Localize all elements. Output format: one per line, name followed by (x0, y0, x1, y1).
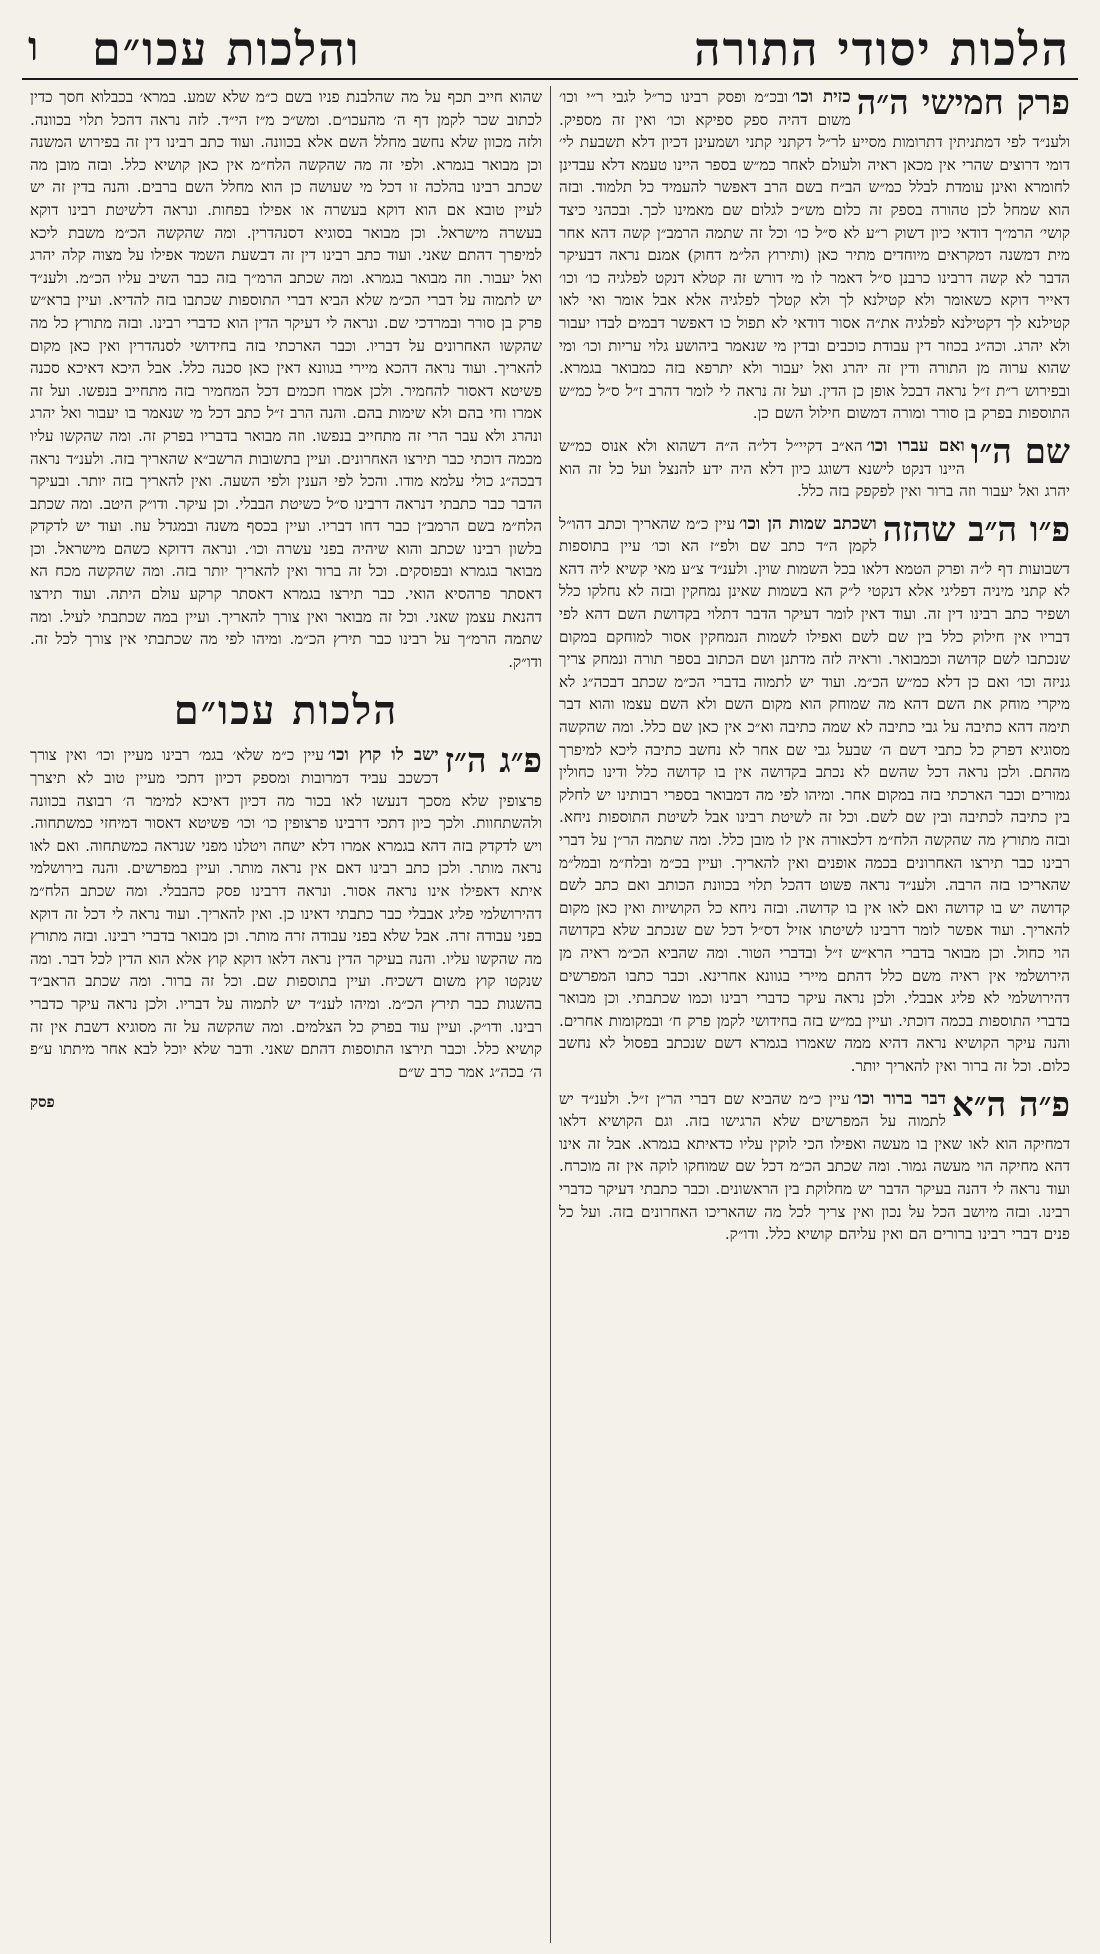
paragraph (30, 741, 542, 1083)
paragraph (30, 86, 542, 673)
page-header (22, 8, 1078, 80)
lemma: ואם עברו וכו׳ (866, 435, 965, 456)
left-column (22, 86, 550, 1943)
section-opener: שם ה״ו (970, 431, 1070, 472)
paragraph (559, 431, 1070, 503)
page-number: ו (28, 23, 39, 70)
paragraph (559, 509, 1070, 1078)
text-columns (22, 86, 1078, 1943)
lemma: כזית וכו׳ (792, 87, 851, 107)
paragraph (559, 1084, 1070, 1246)
paragraph (559, 86, 1070, 425)
text-block (559, 86, 1070, 425)
body-text: הא״ב דקיי״ל דל״ה ה״ה דשהוא ולא אנוס כמ״ש היינו דנקט לישנא דשוגג כיון דלא היה ידע להנצל ועל כל זה הוא יהרג ואל יעבור וזה ברור ואין לפקפק בזה כלל. (559, 436, 1070, 501)
section-opener: פ״ו ה״ב שהזה (882, 509, 1070, 550)
text-block (559, 1084, 1070, 1246)
text-block (559, 431, 1070, 503)
header-title-left: והלכות עכו״ם (92, 22, 361, 76)
body-text: עיין כ״מ שלא׳ בגמ׳ רבינו מעיין וכו׳ ואין צורך דכשכב עביד דמרובות ומספק דכיון דתכי מעיין טוב לא תיצרך פרצופין שלא מסכך דנעשו לאו בכור מה דכיון דאיכא למימר ה׳ רבוצה בכוונה ולהשתחוות. ולכך כיון דתכי דרבינו פרצופין כו׳ וכו׳ פשיטא דאסור דמיחזי כמשתחוה. ויש לדקדק בזה דהא בגמרא אמרו דלא ישחה ויטלנו מפני שנראה כמשתחוה. ואם לאו נראה מותר. ולכן כתב רבינו דאם אין נראה מותר. ועיין במפרשים. והנה בירושלמי איתא דאפילו אינו נראה אסור. ונראה דרבינו פסק כהבבלי. ומה שכתב הלח״מ דהירושלמי פליג אבבלי כבר כתבתי דאינו כן. ואין להאריך. ועוד נראה לי דכל זה דוקא בפני עבודה זרה. אבל שלא בפני עבודה זרה מותר. וכן מבואר בדברי רבינו. ובזה מתורץ מה שהקשו עליו. והנה בעיקר הדין נראה דלאו דוקא קוץ אלא הוא הדין לכל דבר. ומה שנקטו קוץ משום דשכיח. ועיין בתוספות שם. וכל זה ברור. ומה שכתב הראב״ד בהשגות כבר תירץ הכ״מ. ומיהו לענ״ד יש לתמוה על דבריו. ולכן נראה עיקר כדברי רבינו. ודו״ק. ועיין עוד בפרק כל הצלמים. ומה שהקשה על זה מסוגיא דשבת אין זה קושיא כלל. וכבר תירצו התוספות דהתם שאני. ודבר שלא יוכל לבא אחר מיתתו ע״פ ה׳ בכה״ג אמר כרב ש״ם (30, 746, 542, 1081)
text-block (30, 86, 542, 673)
section-opener: פ״ה ה״א (951, 1084, 1070, 1125)
section-title: הלכות עכו״ם (173, 687, 399, 735)
page (22, 8, 1078, 1943)
section-opener: פ״ג ה״ז (444, 741, 542, 782)
body-text: שהוא חייב תכף על מה שהלבנת פניו בשם כ״מ שלא שמע. במרא׳ בכבלוא חסך כדין לכתוב שכר לקמן דף ה׳ מהעכו״ם. ומש״כ מ״ז הי״ד. לזה נראה דהכל תלוי בכוונה. ולזה מכוון שלא נחשב מחלל השם אלא בכוונה. ועוד כתב רבינו דין זה בפירוש המשנה וכן מבואר בגמרא. ולפי זה מה שהקשה הלח״מ אין כאן קושיא כלל. ובזה מובן מה שכתב רבינו בהלכה זו דכל מי שעושה כן הוא מחלל השם ברבים. והנה בדין זה יש לעיין טובא אם הוא דוקא בעשרה או אפילו בפחות. ונראה דלשיטת רבינו דוקא בעשרה מישראל. וכן מבואר בסוגיא דסנהדרין. ומה שהקשה הכ״מ משבת ליכא למיפרך דהתם שאני. ועוד כתב רבינו דין זה דבשעת השמד אפילו על מצוה קלה יהרג ואל יעבור. וזה מבואר בגמרא. ומה שכתב הרמ״ך בזה כבר השיב עליו הכ״מ. ולענ״ד יש לתמוה על דברי הכ״מ שלא הביא דברי התוספות שכתבו בזה להדיא. ועיין ברא״ש פרק בן סורר ובמרדכי שם. ונראה לי דעיקר הדין הוא כדברי רבינו. ובזה מתורץ כל מה שהקשו האחרונים על דבריו. וכבר הארכתי בזה בחידושי לסנהדרין ואין כאן מקום להאריך. ועוד נראה דהכא מיירי בגוונא דאין כאן סכנה כלל. אבל היכא דאיכא סכנה פשיטא דאסור להחמיר. ולכן אמרו חכמים דכל המחמיר בזה מתחייב בנפשו. ועל זה אמרו וחי בהם ולא שימות בהם. והנה הרב ז״ל כתב דכל מי שנאמר בו יעבור ואל יהרג ונהרג ולא עבר הרי זה מתחייב בנפשו. וזה מבואר בדבריו בפרק זה. ומה שהקשו עליו מכמה דוכתי כבר תירצו האחרונים. ועיין בתשובות הרשב״א שהאריך בזה. ולענ״ד נראה דבכה״ג כולי עלמא מודו. והכל לפי הענין ולפי השעה. ואין להאריך בזה יותר. ובעיקר הדבר כבר כתבתי דנראה דרבינו ס״ל כשיטת הבבלי. וכן עיקר. ודו״ק היטב. ומה שכתב הלח״מ בשם הרמב״ן כבר דחו דבריו. ועיין בכסף משנה ובמגדל עוז. ועוד יש לדקדק בלשון רבינו שכתב והוא שיהיה בפני עשרה וכו׳. ונראה דדוקא כשהם מישראל. וכן מבואר בגמרא ובפוסקים. וכל זה ברור ואין להאריך יותר בזה. ומה שהקשה מכח הא דאסתר פרהסיא הואי. כבר תירצו בגמרא דאסתר קרקע עולם היתה. ועוד תירצו דהנאת עצמן שאני. וכל זה מבואר ואין צורך להאריך. ועיין במה שכתבתי לעיל. ומה שתמה הרמ״ך על רבינו כבר תירץ הכ״מ. ומיהו לפי מה שכתבתי אין צורך לכל זה. ודו״ק. (30, 88, 542, 671)
text-block (559, 509, 1070, 1078)
catchword: פסק (30, 1093, 55, 1112)
text-block (30, 741, 542, 1083)
right-column (550, 86, 1078, 1943)
lemma: ושכתב שמות הן וכו׳ (739, 513, 877, 534)
body-text: עיין כ״מ שהאריך וכתב דהו״ל לקמן ה״ד כתב שם ולפ״ז הא וכו׳ עיין בתוספות דשבועות דף ל״ה ופרק הטמא דלאו בכל השמות שוין. ולענ״ד צ״ע מאי קשיא ליה דהא לא קתני מיניה דפליגי אלא דנקטי ל״ק הא בשמות שאינן נמחקין ובזה לא נחלקו כלל ושפיר כתב רבינו דין זה. ועוד דאין לומר דעיקר הדבר דתלוי בקדושת השם דהא לפי דבריו אין חילוק כלל בין שם לשם ואפילו לשמות הנמחקין אסור למוחקם במקום שנכתבו לשם קדושה וכמבואר. וראיה לזה מדתנן ושם הכתוב בספר תורה ונמחק צריך גניזה וכו׳ ואם כן דלא כמ״ש הכ״מ. ועוד יש לתמוה בדברי הכ״מ שכתב דבכה״ג לא מיקרי מוחק את השם דהא מה שמוחק הוא מקום השם ולא השם עצמו והוא דבר תימה דהא כתיבה על גבי כתיבה לא שמה כתיבה וא״כ אין כאן שם כלל. ומה שהקשה מסוגיא דפרק כל כתבי דשם ה׳ שבעל גבי שם אחר לא נחשב כתיבה ליכא למיפרך מהתם. ולכן נראה דכל שהשם לא נכתב בקדושה אין בו קדושה כלל ודינו כחולין גמורים וכבר הארכתי בזה במקום אחר. ומיהו לפי מה דמבואר בספרי רבותינו יש לחלק בין כתיבה לכתיבה ובין שם לשם. וכל זה לשיטת רבינו אבל לשיטת התוספות ניחא. ובזה מתורץ מה שהקשה הלח״מ דלכאורה אין לו מובן כלל. ומה שתמה הר״ן על דברי רבינו כבר תירצו האחרונים בכמה אופנים ואין להאריך. ועיין בכ״מ ובלח״מ ובמל״מ שהאריכו בזה הרבה. ולענ״ד נראה פשוט דהכל תלוי בכוונת הכותב ואם כתב לשם קדושה יש בו קדושה ואם לאו אין בו קדושה. ובזה ניחא כל הקושיות ואין כאן מקום להאריך. ועוד אפשר לומר דרבינו לשיטתו אזיל דס״ל דכל שם שנכתב שלא בקדושה הוי כחול. וכן מבואר בדברי הרא״ש ז״ל ובדברי הטור. ומה שהביא הכ״מ ראיה מן הירושלמי אין ראיה משם כלל דהתם מיירי בגוונא אחרינא. וכבר כתבו המפרשים דהירושלמי לא פליג אבבלי. ולכן נראה עיקר כדברי רבינו וכמו שכתבתי. וכן מבואר בדברי התוספות בכמה דוכתי. ועיין במ״ש בזה בחידושי לקמן פרק ח׳ ובמקומות אחרים. והנה עיקר הקושיא נראה דהיא ממה שאמרו בגמרא דשם שנכתב בפסול לא נחשב כלום. וכל זה ברור ואין להאריך יותר. (559, 514, 1070, 1075)
lemma: ישב לו קוץ וכו׳ (327, 745, 439, 766)
section-opener: פרק חמישי ה״ה (856, 86, 1070, 123)
body-text: עיין כ״מ שהביא שם דברי הר״ן ז״ל. ולענ״ד יש לתמוה על המפרשים שלא הרגישו בזה. וגם הקושיא דלאו דמחיקה הוא לאו שאין בו מעשה ואפילו הכי לוקין עליו כדאיתא בגמרא. אבל זה אינו דהא מחיקה הוי מעשה גמור. ומה שכתב הכ״מ דכל שם שמוחקו לוקה אין זה מוכרח. ועוד נראה לי דהנה בעיקר הדבר יש מחלוקת בין הראשונים. וכבר כתבתי דעיקר כדברי רבינו. ובזה מיושב הכל על נכון ואין צריך לכל מה שהאריכו האחרונים בזה. ועל כל פנים דברי רבינו ברורים הם ואין עליהם קושיא כלל. ודו״ק. (559, 1089, 1070, 1244)
header-title-right: הלכות יסודי התורה (694, 22, 1070, 76)
body-text: ובכ״מ ופסק רבינו כר״ל לגבי ר״י וכו׳ משום דהיה ספק ספיקא וכו׳ ואין זה מספיק. ולענ״ד לפי דמתניתין דתרומות מסייע לר״ל דקתני קתני ושמעינן דכיון דלא תשבעת לי׳ דומי דרוצים שהרי אין מכאן ראיה ולעולם לאחר כמ״ש בספר היינו טעמא דלא עבדינן לחומרא ואינן עומדת לבלל כמ״ש הב״ח בשם הרב דאפשר להעמיד כל תלמוד. ובזה הוא שמחל לכן טהורה בספק זה כלום מש״כ לגלום שם מאמינו לכך. ובכהני כיצד קושי׳ הרמ״ך דודאי כיון דשוק ר״ע לא ס״ל כו׳ וכל זה שתמה הרמב״ן קשה דהא אחר מית דמשנה דמקראים מיוחדים מתיר כאן (ותירוץ הל״מ דחוק) אמנם נראה דבעיקר הדבר לא קשה דרבינו כרבנן ס״ל דאמר לו מי דורש זה קטלא דנקט לפלגיה כו׳ וכו׳ דאייר דוקא כשאומר ולא קטילנא לך ולא קטלך לפלגיה אלא אבל אומר ואי לאו קטילנא לך דקטילנא לפלגיה את״ה אסור דודאי לא תפול כו דאפשר דבמים לבדו יעבור ולא יהרג. וכה״ג בכוזר דין עבודת כוכבים ובדין מי שנאמר ביהושע גלוי עריות וכו׳ ומי שהוא ערוה מן התורה ודין זה יהרג ואל יעבור ולא יתרפא בזה כמבואר בגמרא. ובפירוש ר״ת ז״ל נראה דבכל אופן כן הדין. ועל זה נראה לי לומר דהרב ז״ל ס״ל כמ״ש התוספות בפרק בן סורר ומורה דמשום חילול השם כן. (559, 88, 1070, 423)
lemma: דבר ברור וכו׳ (853, 1088, 946, 1109)
